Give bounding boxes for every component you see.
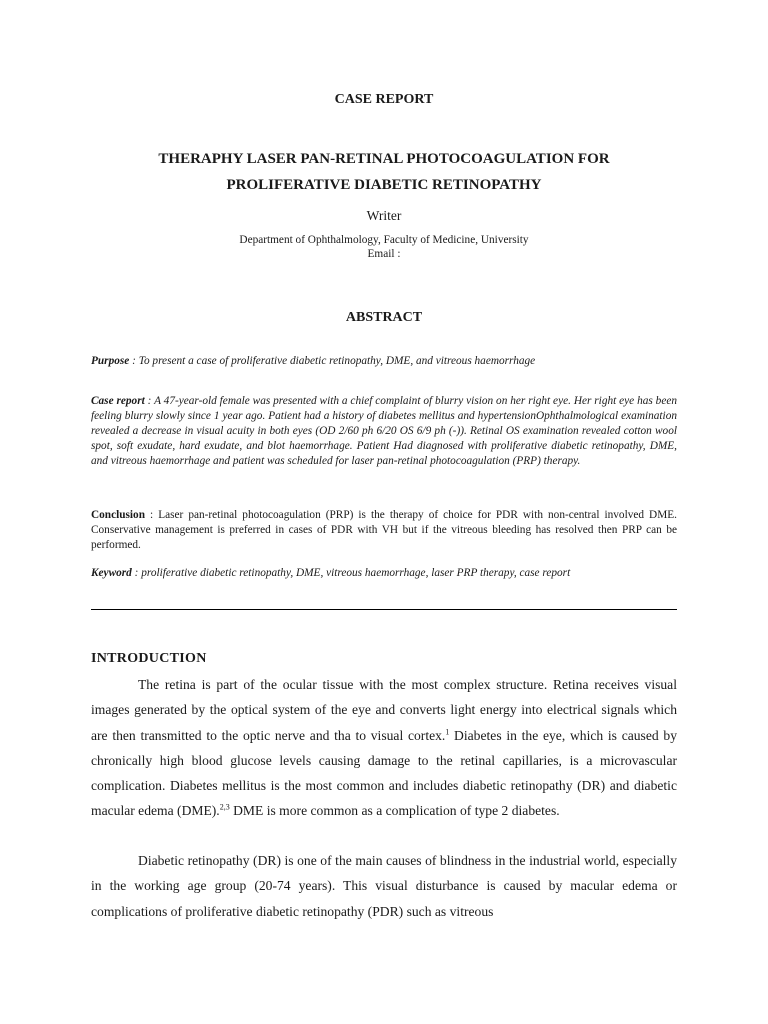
- conclusion-text: : Laser pan-retinal photocoagulation (PRP) is the therapy of choice for PDR with non-central involved DME. Conservative management is preferred in cases of PDR with VH but if the vitreous bleeding has resolved then PRP can be performed.: [91, 509, 677, 551]
- intro-p1-text-a: The retina is part of the ocular tissue with the most complex structure. Retina receives visual images generated by the optical system of the eye and converts light energy into electrical signals which are then transmitted to the optic nerve and tha to visual cortex.: [91, 677, 677, 743]
- purpose-label: Purpose: [91, 355, 130, 367]
- document-type-heading: CASE REPORT: [334, 92, 434, 107]
- abstract-heading: ABSTRACT: [345, 310, 423, 325]
- introduction-paragraph-2: Diabetic retinopathy (DR) is one of the main causes of blindness in the industrial world, especially in the working age group (20-74 years). This visual disturbance is caused by macular edema or complications of proliferative diabetic retinopathy (PDR) such as vitreous: [91, 853, 677, 919]
- title-line-2: PROLIFERATIVE DIABETIC RETINOPATHY: [226, 177, 542, 193]
- section-divider: [91, 609, 677, 610]
- introduction-paragraph-1: [91, 672, 677, 824]
- intro-p1-text-c: DME is more common as a complication of type 2 diabetes.: [229, 803, 560, 819]
- purpose-paragraph: [91, 354, 677, 369]
- email-line: Email :: [367, 248, 401, 260]
- title-line-1: THERAPHY LASER PAN-RETINAL PHOTOCOAGULATION FOR: [158, 151, 610, 167]
- citation-2-3: 2,3: [219, 802, 230, 812]
- affiliation: Department of Ophthalmology, Faculty of Medicine, University: [239, 234, 529, 246]
- keyword-label: Keyword: [91, 567, 132, 579]
- author: Writer: [366, 208, 402, 223]
- case-report-label: Case report: [91, 395, 145, 407]
- purpose-text: : To present a case of proliferative diabetic retinopathy, DME, and vitreous haemorrhage: [129, 355, 536, 367]
- conclusion-label: Conclusion: [91, 509, 145, 521]
- citation-1: 1: [445, 727, 450, 737]
- conclusion-paragraph: [91, 508, 677, 553]
- introduction-heading: INTRODUCTION: [91, 651, 207, 666]
- keyword-text: : proliferative diabetic retinopathy, DME, vitreous haemorrhage, laser PRP therapy, case report: [131, 567, 571, 579]
- case-report-paragraph: [91, 394, 677, 469]
- keyword-paragraph: [91, 566, 677, 581]
- case-report-text: : A 47-year-old female was presented with a chief complaint of blurry vision on her right eye. Her right eye has been feeling blurry slowly since 1 year ago. Patient had a history of diabetes mellitus and hypertensionOphthalmological examination revealed a decrease in visual acuity in both eyes (OD 2/60 ph 6/20 OS 6/9 ph (-)). Retinal OS examination revealed cotton wool spot, soft exudate, hard exudate, and blot haemorrhage. Patient Had diagnosed with proliferative diabetic retinopathy, DME, and vitreous haemorrhage and patient was scheduled for laser pan-retinal photocoagulation (PRP) therapy.: [91, 395, 677, 467]
- intro-p1-text-b: Diabetes in the eye, which is caused by chronically high blood glucose levels causing damage to the retinal capillaries, is a microvascular complication. Diabetes mellitus is the most common and includes diabetic retinopathy (DR) and diabetic macular edema (DME).: [91, 727, 677, 819]
